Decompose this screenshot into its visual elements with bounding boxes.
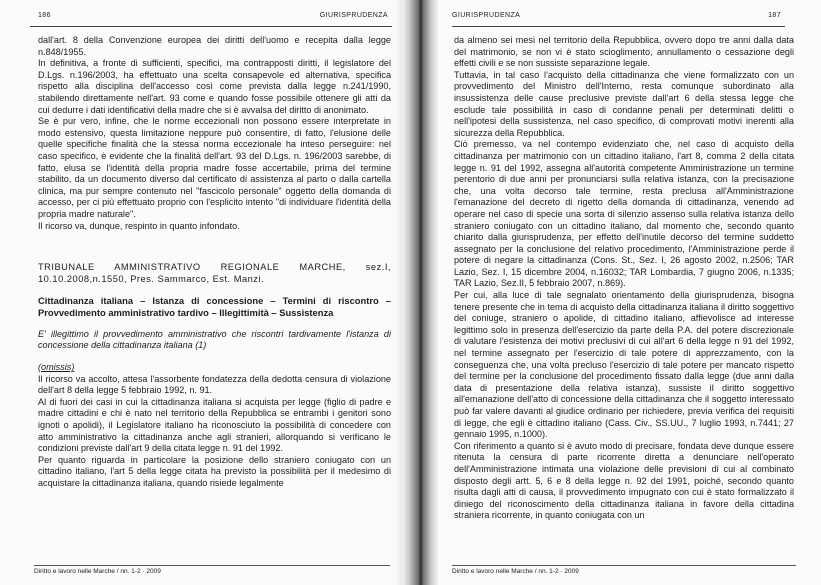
paragraph: In definitiva, a fronte di sufficienti, specifici, ma contrapposti diritti, il legislatore del D.Lgs. n.196/2003, ha effettuato una scelta consapevole ed alternativa, specifica rispetto alla disciplina dell'accesso così come prevista dalla legge n.241/1990, stabilendo direttamente nell'art. 93 come e quando fosse possibile ottenere gli atti da cui dedurre i dati identificativi della madre che si è avvalsa del diritto di anonimato. [38, 58, 391, 115]
left-page [0, 0, 402, 585]
right-page [438, 0, 821, 585]
subject-heading: Cittadinanza italiana – Istanza di concessione – Termini di riscontro – Provvedimento amministrativo tardivo – Illegittimità – Sussistenza [38, 295, 391, 319]
right-text-column [454, 35, 794, 522]
paragraph: dall'art. 8 della Convenzione europea dei diritti dell'uomo e recepita dalla legge n.848/1955. [38, 35, 391, 57]
paragraph: Il ricorso va accolto, attesa l'assorbente fondatezza della dedotta censura di violazione dell'art 8 della legge 5 febbraio 1992, n. 91. [38, 373, 391, 396]
paragraph: Se è pur vero, infine, che le norme eccezionali non possono essere interpretate in modo estensivo, questa limitazione neppure può consentire, di fatto, l'elusione delle quelle specifiche finalità che la stessa norma eccezionale ha inteso perseguire: nel caso specifico, è evidente che la finalità dell'art. 93 del D.Lgs. n. 196/2003 sarebbe, di fatto, elusa se l'identità della propria madre fosse accertabile, prima del termine stabilito, da un documento diverso dal certificato di assistenza al parto o dalla cartella clinica, ma pur sempre contenuto nel "fascicolo personale" oggetto della domanda di accesso, per ci più effettuato proprio con l'esplicito intento "di individuare l'identità della propria madre naturale". [38, 116, 391, 219]
page-number-left: 186 [38, 12, 51, 19]
footer-text-right: Diritto e lavoro nelle Marche / nn. 1-2 · 2009 [452, 568, 579, 575]
paragraph: Al di fuori dei casi in cui la cittadinanza italiana si acquista per legge (figlio di padre e madre cittadini e chi è nato nel territorio della Repubblica se entrambi i genitori sono ignoti o apolidi), il Legislatore italiano ha riconosciuto la possibilità di concedere con atto amministrativo la cittadinanza anche agli stranieri, allorquando si verificano le condizioni previste dall'art 9 della citata legge n. 91 del 1992. [38, 396, 391, 454]
court-citation: TRIBUNALE AMMINISTRATIVO REGIONALE MARCHE, sez.I, 10.10.2008,n.1550, Pres. Sammarco, Est. Manzi. [38, 262, 391, 284]
paragraph: Con riferimento a quanto si è avuto modo di precisare, fondata deve dunque essere ritenuta la censura di parte ricorrente diretta a denunciare nell'operato dell'Amministrazione intimata una violazione delle previsioni di cui al combinato disposto degli artt. 5, 6 e 8 della legge n. 92 del 1991, poiché, secondo quanto risulta dagli atti di causa, il provvedimento impugnato con cui è stato formalizzato il diniego del riconoscimento della cittadinanza italiana in favore della cittadina straniera ricorrente, in quanto coniugata con un [454, 440, 794, 521]
paragraph: Tuttavia, in tal caso l'acquisto della cittadinanza che viene formalizzato con un provvedimento del Ministro dell'Interno, resta comunque subordinato alla insussistenza delle cause preclusive previste dall'art 6 della stessa legge che esclude tale possibilità in caso di condanne penali per determinati delitti o nell'ipotesi della sussistenza, nel caso specifico, di comprovati motivi inerenti alla sicurezza della Repubblica. [454, 69, 794, 138]
paragraph: Il ricorso va, dunque, respinto in quanto infondato. [38, 220, 240, 231]
omissis-marker: (omissis) [38, 362, 75, 373]
case-maxim: E' illegittimo il provvedimento amministrativo che riscontri tardivamente l'istanza di concessione della cittadinanza italiana (1) [38, 328, 391, 351]
footer-left: Diritto e lavoro nelle Marche / nn. 1-2 · 2009 [34, 565, 390, 575]
book-gutter [402, 0, 438, 585]
paragraph: da almeno sei mesi nel territorio della Repubblica, ovvero dopo tre anni dalla data del matrimonio, se non vi è stato scioglimento, annullamento o cessazione degli effetti civili e se non sussiste separazione legale. [454, 35, 794, 69]
paragraph: Per cui, alla luce di tale segnalato orientamento della giurisprudenza, bisogna tenere presente che in tema di acquisto della cittadinanza italiana il diritto soggettivo del coniuge, straniero o apolide, di cittadino italiano, affievolisce ad interesse legittimo solo in presenza dell'esercizio da parte della P.A. del potere discrezionale di valutare l'esistenza dei motivi preclusivi di cui all'art 6 della legge n 91 del 1992, nel termine assegnato per l'esercizio di tale potere di apprezzamento, con la conseguenza che, una volta precluso l'esercizio di tale potere per mancato rispetto del termine per la conclusione del procedimento fissato dalla legge (due anni dalla data di presentazione della relativa istanza), sussiste il diritto soggettivo all'emanazione dell'atto di concessione della cittadinanza che il soggetto interessato può far valere davanti al giudice ordinario per richiedere, previa verifica dei requisiti di legge, che egli è cittadino italiano (Cass. Civ., SS.UU., 7 luglio 1993, n.7441; 27 gennaio 1995, n.1000). [454, 290, 794, 440]
paragraph: Per quanto riguarda in particolare la posizione dello straniero coniugato con un cittadino italiano, l'art 5 della legge citata ha previsto la possibilità per il medesimo di acquistare la cittadinanza italiana, quando risiede legalmente [38, 454, 391, 488]
page-number-right: 187 [768, 12, 781, 19]
left-text-column [38, 35, 391, 490]
paragraph: Ciò premesso, va nel contempo evidenziato che, nel caso di acquisto della cittadinanza per matrimonio con un cittadino italiano, l'art 8, comma 2 della citata legge n. 91 del 1992, assegna all'autorità competente Amministrazione un termine perentorio di due anni per pronunciarsi sulla relativa istanza, con la precisazione che, una volta decorso tale termine, resta preclusa all'Amministrazione l'emanazione del decreto di rigetto della domanda di cittadinanza, venendo ad operare nel caso di specie una sorta di silenzio assenso sulla relativa istanza dello straniero coniugato con un cittadino italiano, dal momento che, secondo quanto chiarito dalla giurisprudenza, per effetto dell'inutile decorso del termine suddetto assegnato per la conclusione del relativo procedimento, l'Amministrazione perde il potere di negare la cittadinanza (Cons. St., Sez. I, 26 agosto 2002, n.2506; TAR Lazio, Sez. I, 15 dicembre 2004, n.16032; TAR Lombardia, 7 giugno 2006, n.1335; TAR Lazio, Sez.II, 5 febbraio 2007, n.869). [454, 139, 794, 289]
running-title-right: GIURISPRUDENZA [452, 12, 521, 19]
running-head-right [452, 12, 785, 27]
running-title-left: GIURISPRUDENZA [319, 12, 388, 19]
footer-right [452, 565, 796, 575]
running-head-left [30, 12, 392, 27]
